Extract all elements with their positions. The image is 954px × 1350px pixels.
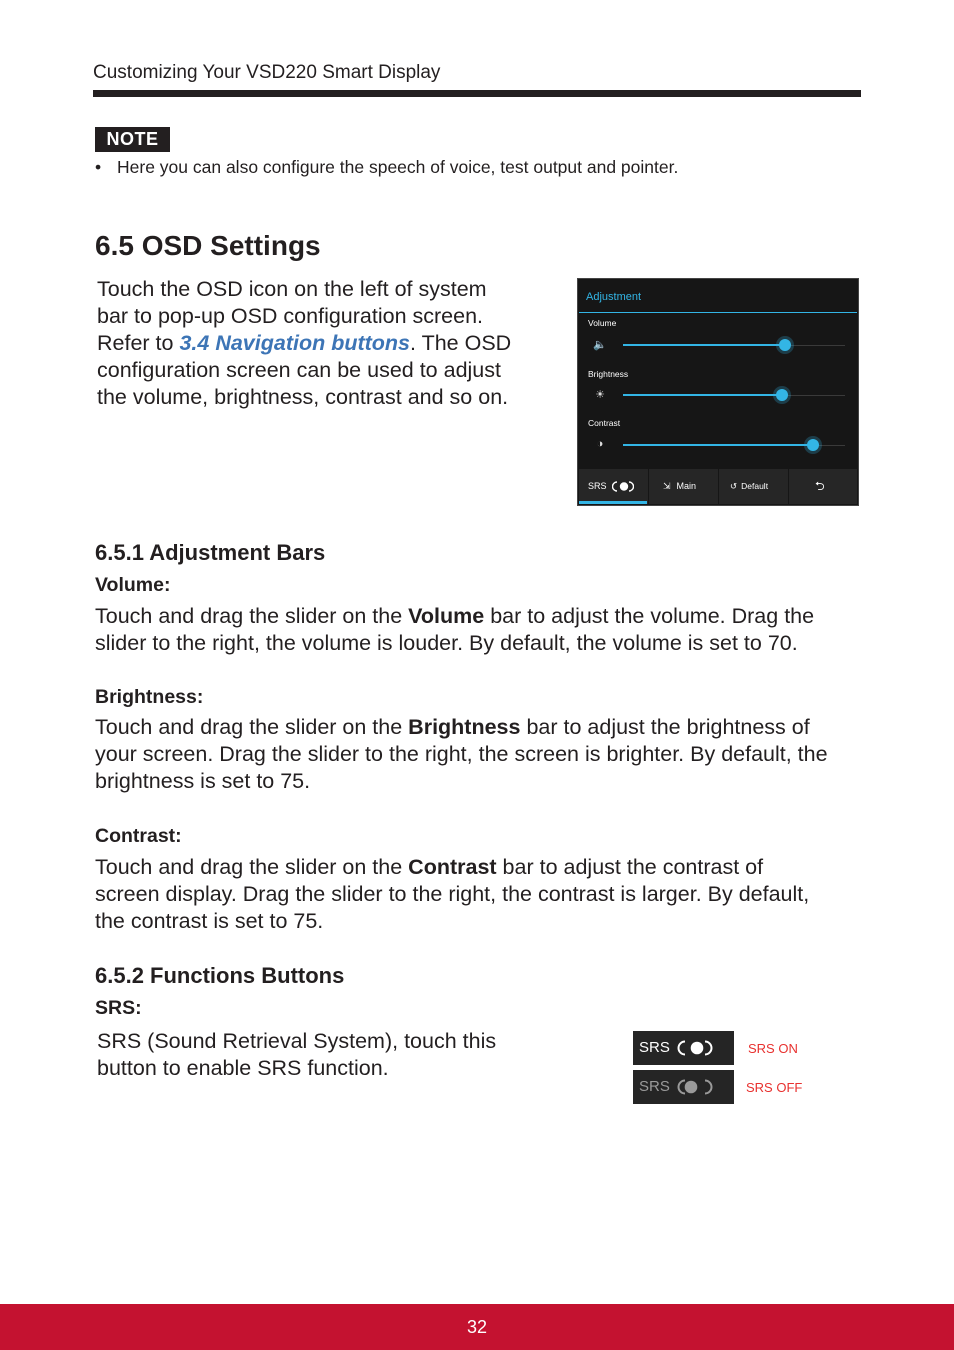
- intro-line: configuration screen can be used to adjust: [97, 358, 501, 382]
- srs-on-tag: SRS ON: [748, 1041, 798, 1056]
- section-intro: [97, 276, 547, 411]
- srs-off-tag: SRS OFF: [746, 1080, 803, 1095]
- osd-title-rule: [579, 312, 857, 313]
- srs-paragraph: [97, 1028, 557, 1082]
- osd-title: Adjustment: [586, 291, 642, 303]
- contrast-icon: ◑: [596, 438, 604, 450]
- subsection-title: 6.5.2 Functions Buttons: [95, 963, 345, 988]
- osd-screen: [577, 278, 859, 506]
- volume-slider-fill: [623, 344, 785, 346]
- contrast-slider-thumb[interactable]: [807, 439, 819, 451]
- text: the contrast is set to 75.: [95, 909, 324, 933]
- srs-off-button[interactable]: [633, 1070, 734, 1104]
- note-badge: NOTE: [95, 127, 170, 152]
- srs-button[interactable]: [588, 469, 634, 504]
- volume-paragraph: [95, 603, 865, 657]
- text: Touch and drag the slider on the: [95, 855, 409, 879]
- intro-line: the volume, brightness, contrast and so on.: [97, 385, 509, 409]
- brightness-slider[interactable]: [623, 395, 845, 396]
- button-divider: [718, 469, 719, 504]
- text: bar to adjust the brightness of: [520, 715, 810, 739]
- page-number: 32: [466, 1317, 488, 1337]
- osd-button-bar: [579, 469, 857, 504]
- text: brightness is set to 75.: [95, 769, 311, 793]
- default-button-label: Default: [741, 481, 769, 491]
- intro-line: bar to pop-up OSD configuration screen.: [97, 304, 484, 328]
- default-button[interactable]: [730, 469, 768, 504]
- intro-line: [97, 330, 547, 357]
- text: your screen. Drag the slider to the right, the screen is brighter. By default, the: [95, 742, 828, 766]
- text: SRS (Sound Retrieval System), touch this: [97, 1029, 497, 1053]
- bullet: •: [95, 157, 102, 177]
- section-title: 6.5 OSD Settings: [95, 230, 321, 261]
- subsection-title: 6.5.1 Adjustment Bars: [95, 540, 326, 565]
- srs-on-label: SRS: [639, 1039, 670, 1056]
- srs-button-label: SRS: [588, 481, 607, 491]
- intro-text: . The OSD: [410, 331, 512, 355]
- speaker-icon: 🔈: [593, 339, 607, 351]
- brightness-slider-thumb[interactable]: [776, 389, 788, 401]
- back-icon: ⮌: [815, 479, 825, 493]
- button-divider: [788, 469, 789, 504]
- brightness-paragraph: [95, 714, 865, 795]
- contrast-slider[interactable]: [623, 445, 845, 446]
- input-source-icon: ⇲: [663, 481, 671, 491]
- button-divider: [648, 469, 649, 504]
- osd-contrast-label: Contrast: [588, 418, 621, 428]
- bold-term: Brightness: [408, 715, 521, 739]
- osd-volume-label: Volume: [588, 318, 617, 328]
- intro-line: Touch the OSD icon on the left of system: [97, 277, 487, 301]
- srs-on-button[interactable]: [633, 1031, 734, 1065]
- srs-off-label: SRS: [639, 1078, 670, 1095]
- note-body: Here you can also configure the speech of voice, test output and pointer.: [117, 157, 679, 177]
- contrast-slider-fill: [623, 444, 813, 446]
- bold-term: Contrast: [408, 855, 497, 879]
- note-text: [95, 156, 678, 178]
- volume-heading: Volume:: [95, 574, 171, 596]
- reset-icon: ↺: [730, 481, 738, 491]
- volume-slider[interactable]: [623, 345, 845, 346]
- contrast-paragraph: [95, 854, 865, 935]
- navigation-buttons-link[interactable]: 3.4 Navigation buttons: [179, 331, 411, 355]
- brightness-slider-fill: [623, 394, 782, 396]
- text: Touch and drag the slider on the: [95, 715, 409, 739]
- text: Touch and drag the slider on the: [95, 604, 409, 628]
- bold-term: Volume: [408, 604, 485, 628]
- volume-slider-thumb[interactable]: [779, 339, 791, 351]
- brightness-heading: Brightness:: [95, 686, 204, 708]
- srs-heading: SRS:: [95, 997, 142, 1019]
- srs-active-indicator: [579, 501, 647, 504]
- main-button[interactable]: [663, 469, 696, 504]
- toggle-on-icon: [612, 481, 634, 492]
- header-rule: [93, 90, 861, 97]
- text: bar to adjust the contrast of: [496, 855, 764, 879]
- text: screen display. Drag the slider to the right, the contrast is larger. By default,: [95, 882, 810, 906]
- intro-text: Refer to: [97, 331, 180, 355]
- text: button to enable SRS function.: [97, 1056, 389, 1080]
- text: bar to adjust the volume. Drag the: [484, 604, 815, 628]
- running-header: Customizing Your VSD220 Smart Display: [93, 62, 441, 83]
- main-button-label: Main: [676, 481, 697, 491]
- text: slider to the right, the volume is louder. By default, the volume is set to 70.: [95, 631, 798, 655]
- toggle-on-icon: [677, 1040, 713, 1056]
- toggle-off-icon: [677, 1079, 713, 1095]
- contrast-heading: Contrast:: [95, 825, 182, 847]
- brightness-icon: ☀: [595, 389, 605, 401]
- osd-brightness-label: Brightness: [588, 369, 629, 379]
- back-button[interactable]: [815, 469, 825, 504]
